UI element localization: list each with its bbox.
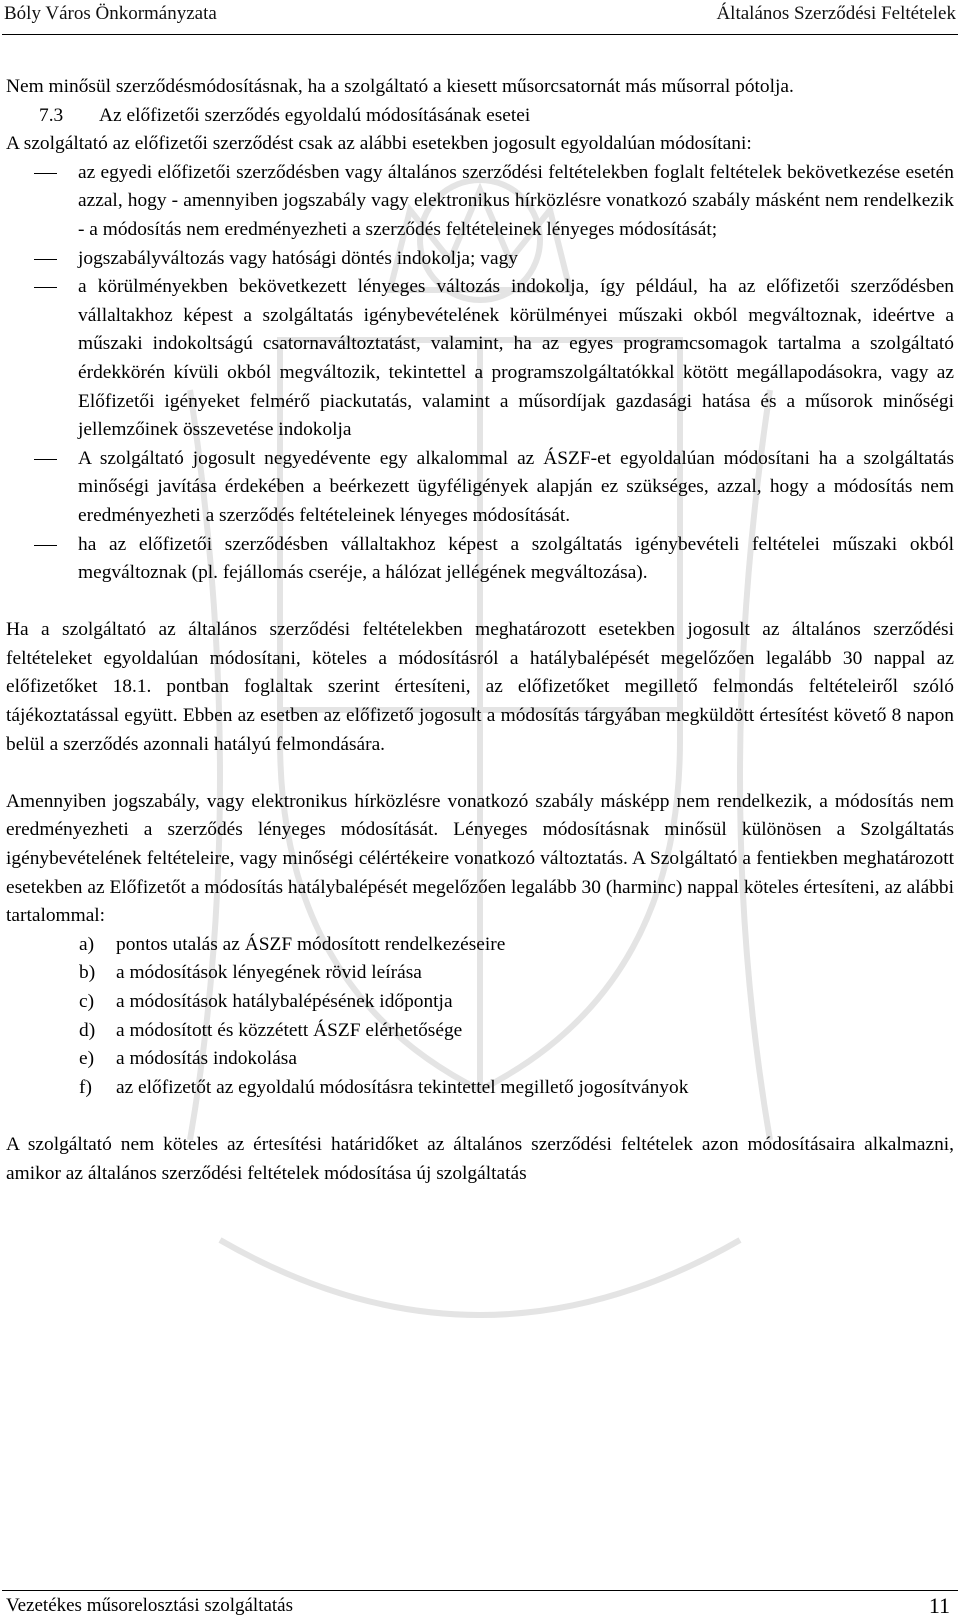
- intro-paragraph: Nem minősül szerződésmódosításnak, ha a szolgáltató a kiesett műsorcsatornát más műsorral pótolja.: [6, 76, 794, 97]
- page-footer: [6, 1594, 954, 1620]
- document-body: [6, 73, 954, 1188]
- dash-bullet: [34, 259, 57, 260]
- final-paragraph: A szolgáltató nem köteles az értesítési határidőket az általános szerződési feltételek azon módosításaira alkalmazni, amikor az általános szerződési feltételek módosítása új szolgáltatás: [6, 1133, 954, 1184]
- section-heading: [6, 102, 954, 131]
- list-item: jogszabályváltozás vagy hatósági döntés indokolja; vagy: [6, 245, 954, 274]
- law-paragraph: Amennyiben jogszabály, vagy elektronikus hírközlésre vonatkozó szabály másképp nem rendelkezik, a módosítás nem eredményezheti a szerződés lényeges módosítását. Lényeges módosításnak minősül különösen a Szolgáltatás igénybevételének feltételeire, vagy minőségi célértékeire vonatkozó változtatás. A Szolgáltató a fentiekben meghatározott esetekben az Előfizetőt a módosítás hatálybalépését megelőzően legalább 30 (harminc) nappal köteles értesíteni, az alábbi tartalommal:: [6, 790, 954, 927]
- dash-bullet: [34, 459, 57, 460]
- modification-cases-list: [6, 159, 954, 588]
- list-item: d) a módosított és közzétett ÁSZF elérhetősége: [79, 1019, 463, 1041]
- dash-bullet: [34, 545, 57, 546]
- header-divider: [2, 34, 958, 35]
- list-item: A szolgáltató jogosult negyedévente egy alkalommal az ÁSZF-et egyoldalúan módosítani ha a szolgáltatás minőségi javítása érdekében a beérkezett ügyféligények alapján ez szükséges, azzal, hogy a módosítás nem eredményezheti a szerződés feltételeinek lényeges módosítását.: [6, 445, 954, 531]
- list-item: b) a módosítások lényegének rövid leírása: [79, 962, 422, 984]
- page-number: 11: [928, 1593, 950, 1618]
- list-item: c) a módosítások hatálybalépésének időpontja: [79, 991, 453, 1012]
- list-item: az egyedi előfizetői szerződésben vagy általános szerződési feltételekben foglalt feltételek bekövetkezése esetén azzal, hogy - amennyiben jogszabály vagy elektronikus hírközlésre vonatkozó szabály másként nem rendelkezik - a módosítás nem eredményezheti a szerződés feltételeinek lényeges módosítását;: [6, 159, 954, 245]
- header-organization: Bóly Város Önkormányzata: [4, 3, 217, 24]
- dash-bullet: [34, 173, 57, 174]
- lead-paragraph: A szolgáltató az előfizetői szerződést csak az alábbi esetekben jogosult egyoldalúan módosítani:: [6, 133, 752, 155]
- notice-paragraph: Ha a szolgáltató az általános szerződési feltételekben meghatározott esetekben jogosult az általános szerződési feltételeket egyoldalúan módosítani, köteles a módosításról a hatálybalépését megelőzően legalább 30 nappal az előfizetőket 18.1. pontban foglaltak szerint értesíteni, az előfizetőket megillető felmondás feltételeiről szóló tájékoztatással együtt. Ebben az esetben az előfizető jogosult a módosítás tárgyában megküldött értesítést követő 8 napon belül a szerződés azonnali hatályú felmondására.: [6, 619, 954, 755]
- footer-divider: [2, 1590, 958, 1591]
- footer-service-name: Vezetékes műsorelosztási szolgáltatás: [6, 1595, 294, 1616]
- dash-bullet: [34, 287, 57, 288]
- list-item: a körülményekben bekövetkezett lényeges változás indokolja, így például, ha az előfizetői szerződésben vállaltakhoz képest a szolgáltatás igénybevételének körülményei műszaki okból megváltoznak, ideértve a műszaki indokoltságú csatornaváltoztatást, valamint, ha az egyes programcsomagok tartalma a szolgáltató érdekkörén kívüli okból megváltozik, tekintettel a programszolgáltatókkal kötött megállapodásokra, vagy az Előfizetői igényeket felmérő piackutatás, valamint a műsordíjak gazdasági hatása és a műsorok minőségi jellemzőinek összevetése indokolja: [6, 273, 954, 445]
- section-title: Az előfizetői szerződés egyoldalú módosításának esetei: [99, 104, 531, 126]
- header-document-title: Általános Szerződési Feltételek: [716, 3, 956, 24]
- list-item: f) az előfizetőt az egyoldalú módosításra tekintettel megillető jogosítványok: [79, 1076, 689, 1098]
- page-header: [4, 2, 956, 30]
- list-item: a) pontos utalás az ÁSZF módosított rendelkezéseire: [79, 933, 506, 955]
- list-item: ha az előfizetői szerződésben vállaltakhoz képest a szolgáltatás igénybevételi feltételei műszaki okból megváltoznak (pl. fejállomás cseréje, a hálózat jellégének megváltozása).: [6, 531, 954, 588]
- notification-content-list: [6, 931, 954, 1103]
- section-number: 7.3: [39, 104, 64, 126]
- list-item: e) a módosítás indokolása: [79, 1048, 297, 1070]
